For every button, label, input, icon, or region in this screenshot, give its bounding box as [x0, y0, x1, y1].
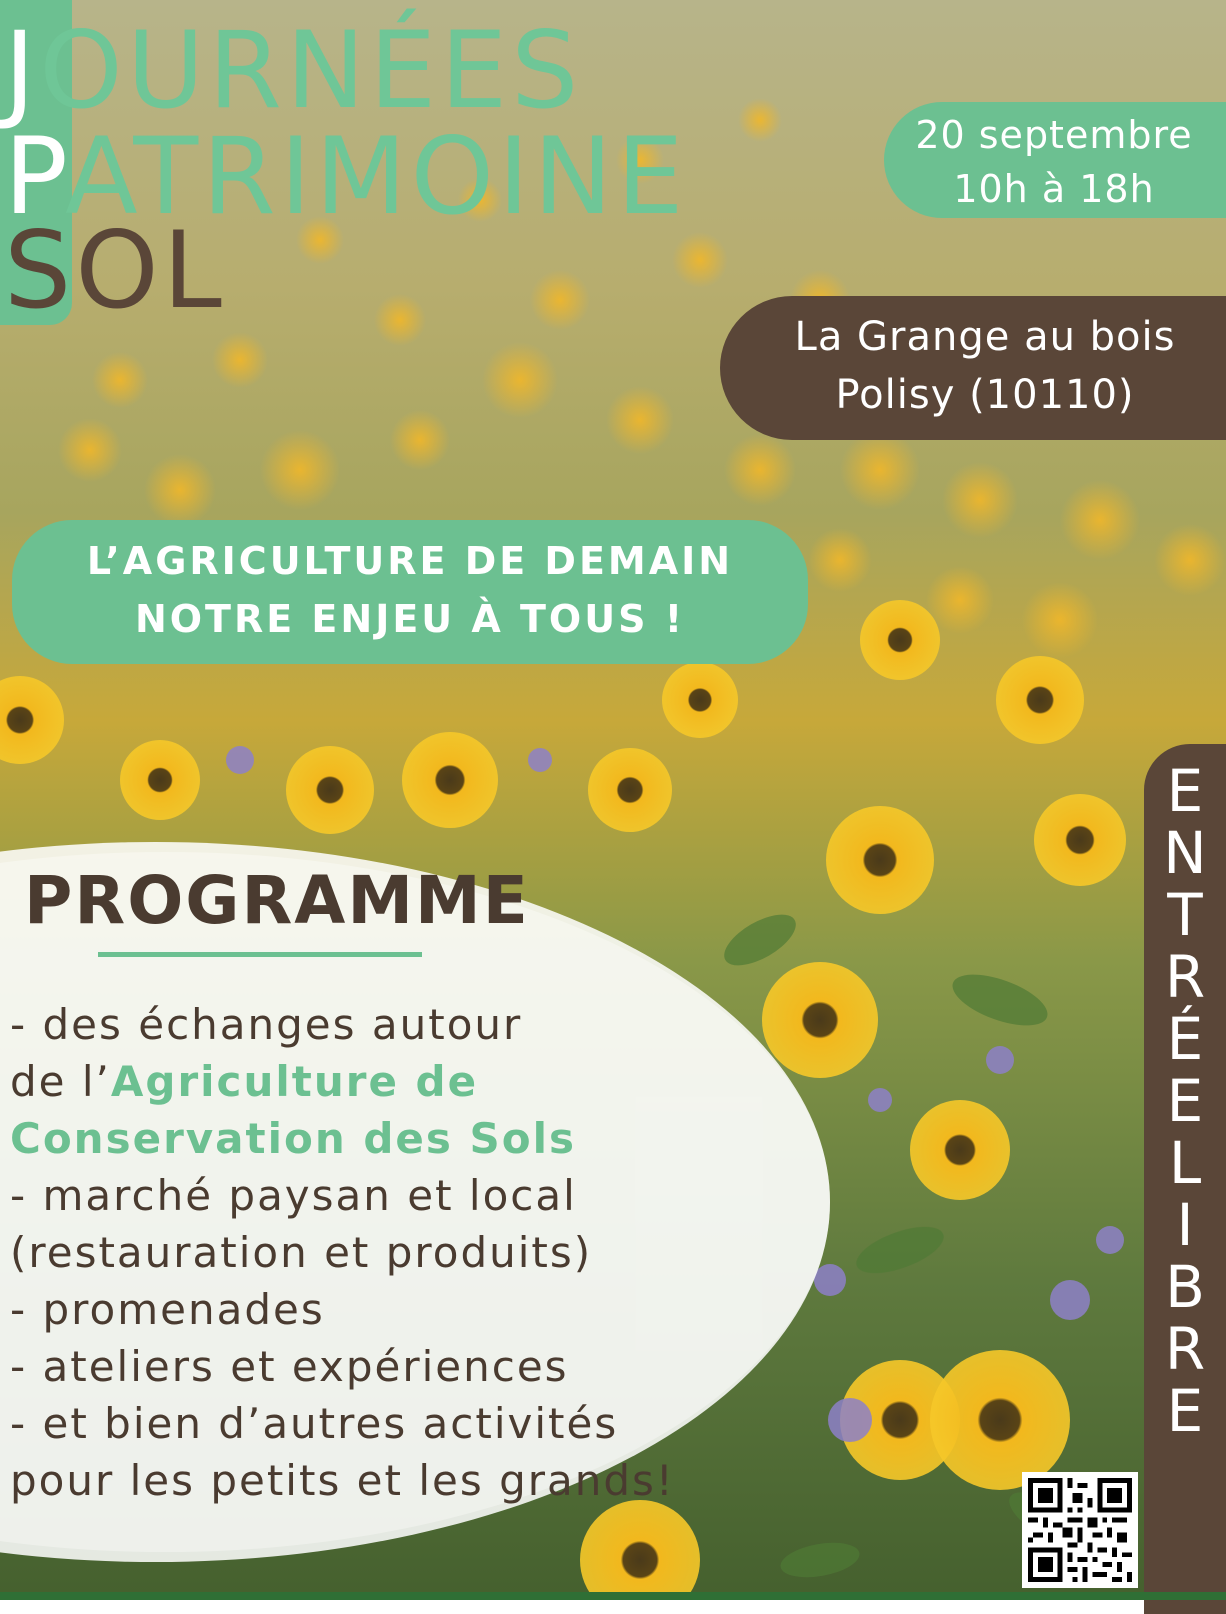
programme-item-1a: - des échanges autour: [10, 1000, 523, 1049]
title-initial-p: P: [4, 115, 66, 238]
location-town: Polisy (10110): [835, 372, 1135, 418]
programme-item-1c: Conservation des Sols: [10, 1114, 577, 1163]
title-rest-journees: OURNÉES: [39, 9, 583, 132]
libre-letter: E: [1166, 1377, 1204, 1445]
title-initial-s: S: [4, 209, 76, 332]
programme-item-2b: (restauration et produits): [10, 1228, 593, 1277]
date-day: 20 septembre: [915, 113, 1193, 157]
libre-letter: L: [1168, 1129, 1202, 1197]
libre-letter: I: [1176, 1191, 1194, 1259]
date-hours: 10h à 18h: [953, 167, 1155, 211]
programme-list: [10, 996, 675, 1509]
tagline-line-2: NOTRE ENJEU À TOUS !: [134, 597, 686, 641]
programme-item-1b-prefix: de l’: [10, 1057, 111, 1106]
programme-heading: PROGRAMME: [24, 862, 530, 939]
location-badge: [720, 296, 1226, 440]
title-initial-j: J: [4, 9, 40, 132]
programme-item-3: - promenades: [10, 1285, 325, 1334]
entree-letter: N: [1163, 819, 1207, 887]
programme-item-2a: - marché paysan et local: [10, 1171, 577, 1220]
programme-item-1b-highlight: Agriculture de: [110, 1057, 479, 1106]
programme-divider: [98, 952, 422, 957]
entree-libre-text: [1144, 757, 1226, 1445]
entree-letter: T: [1167, 881, 1203, 949]
tagline-line-1: L’AGRICULTURE DE DEMAIN: [86, 539, 734, 583]
programme-item-5a: - et bien d’autres activités: [10, 1399, 619, 1448]
title-line-journees: [4, 9, 583, 132]
bottom-strip: [0, 1592, 1226, 1600]
tagline-banner: [12, 520, 808, 664]
entree-letter: R: [1164, 943, 1206, 1011]
title-line-sol: [4, 209, 226, 332]
programme-item-5b: pour les petits et les grands!: [10, 1456, 675, 1505]
entree-letter: E: [1166, 1067, 1204, 1135]
entree-letter: E: [1166, 757, 1204, 825]
date-badge: [884, 102, 1226, 218]
qr-code-icon[interactable]: [1022, 1472, 1138, 1588]
entree-letter: É: [1166, 1005, 1204, 1073]
programme-item-4: - ateliers et expériences: [10, 1342, 569, 1391]
programme-item-1b: [10, 1053, 675, 1110]
location-venue: La Grange au bois: [794, 314, 1176, 360]
libre-letter: B: [1165, 1253, 1205, 1321]
title-rest-sol: OL: [75, 209, 226, 332]
title-rest-patrimoine: ATRIMOINE: [65, 115, 688, 238]
libre-letter: R: [1164, 1315, 1206, 1383]
